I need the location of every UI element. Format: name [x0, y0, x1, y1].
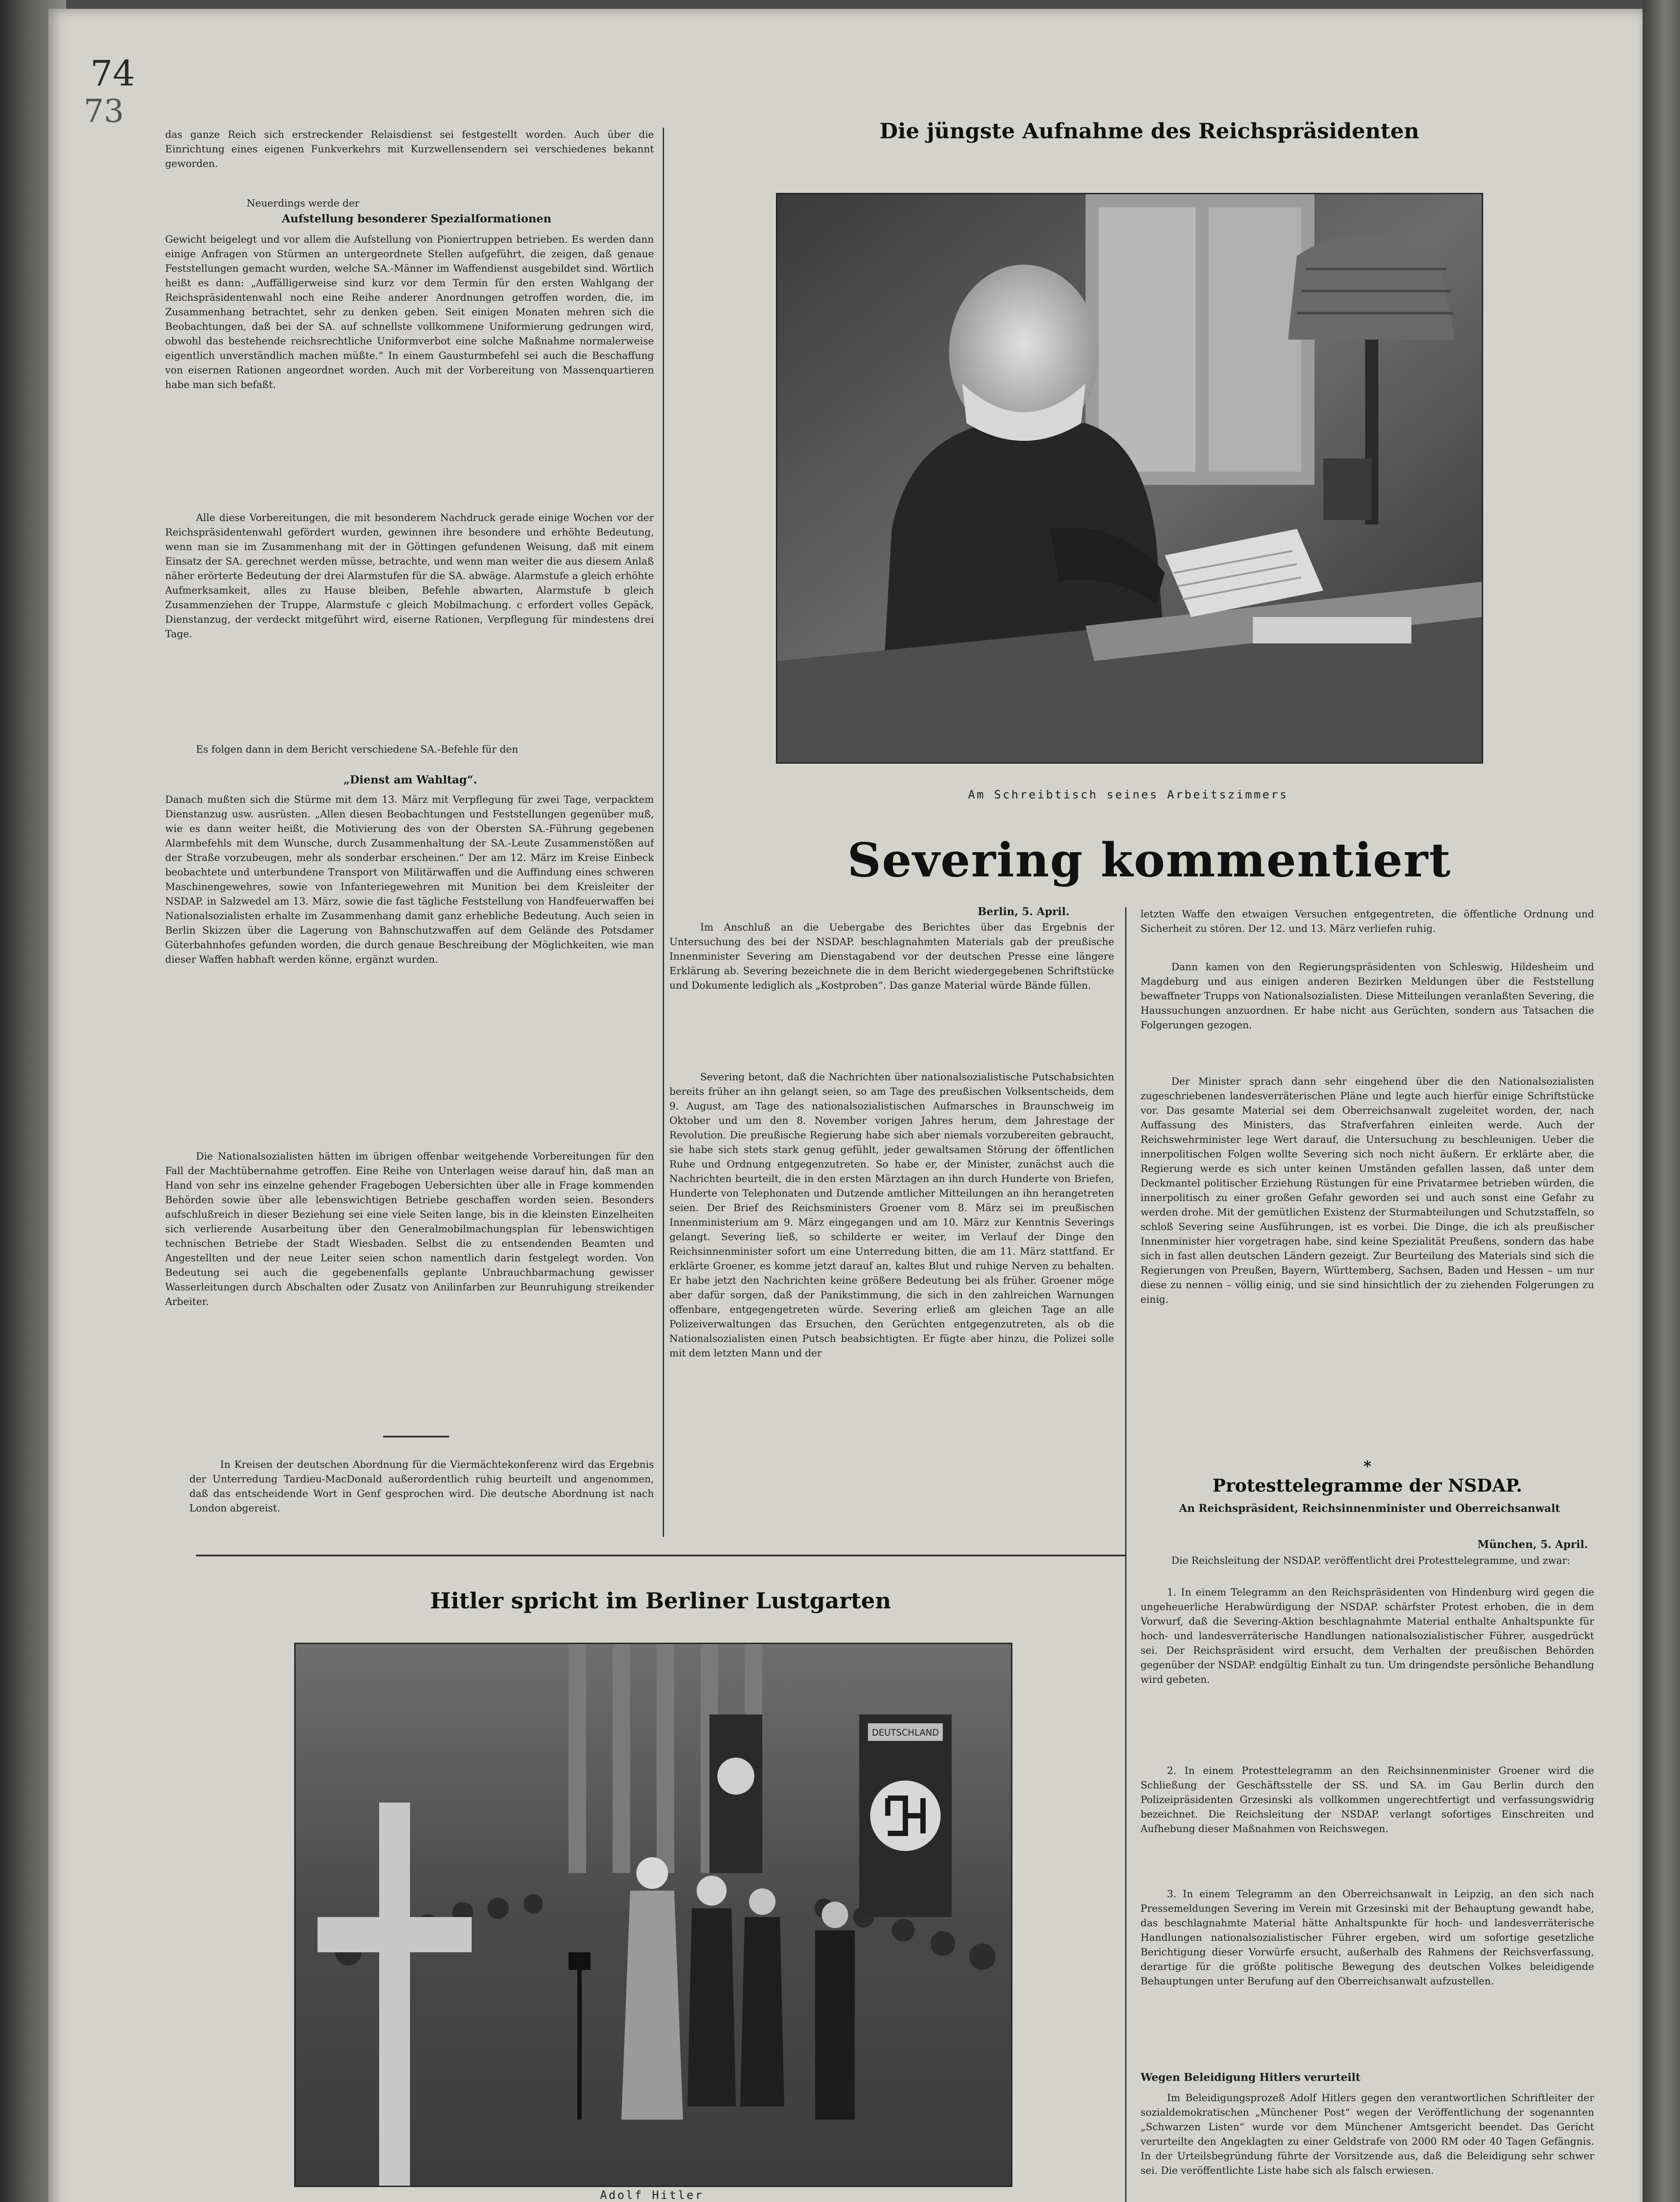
top-photo-caption: Am Schreibtisch seines Arbeitszimmers — [968, 788, 1289, 802]
top-photo-headline: Die jüngste Aufnahme des Reichspräsidenten — [879, 119, 1419, 144]
page-number-faded: 73 — [84, 92, 124, 129]
left-short-divider — [383, 1436, 449, 1437]
adjacent-page-edge — [1643, 0, 1680, 2202]
left-para-8: In Kreisen der deutschen Abordnung für die Viermächtekonferenz wird das Ergebnis der Unterredung Tardieu-MacDonald außerordentlich ruhig beurteilt und angenommen, daß das entscheidende Wort in Genf gesprochen wird. Die deutsche Abordnung ist nach London abgereist. — [189, 1459, 654, 1514]
severing-col1-para1: Im Anschluß an die Uebergabe des Berichtes über das Ergebnis der Untersuchung des bei der NSDAP. beschlagnahmten Materials gab der preußische Innenminister Severing am Dienstagabend vor der deutschen Presse eine längere Erklärung ab. Severing bezeichnete die in dem Bericht wiedergegebenen Schriftstücke und Dokumente lediglich als „Kostproben“. Das ganze Material würde Bände füllen. — [669, 922, 1114, 991]
left-para-1: das ganze Reich sich erstreckender Relaisdienst sei festgestellt worden. Auch über die Einrichtung eines eigenen Funkverkehrs mit Kurzwellensendern sei verschiedenes bekannt geworden. — [165, 129, 654, 170]
photo-desk-illustration — [777, 194, 1482, 762]
column-divider-middle — [1125, 907, 1126, 2202]
verdict-headline: Wegen Beleidigung Hitlers verurteilt — [1141, 2071, 1361, 2084]
section-asterisk: * — [1363, 1458, 1371, 1475]
severing-col2-para1: letzten Waffe den etwaigen Versuchen entgegentreten, die öffentliche Ordnung und Sicherheit zu stören. Der 12. und 13. März verliefen ruhig. — [1141, 909, 1594, 935]
left-para-7: Die Nationalsozialisten hätten im übrigen offenbar weitgehende Vorbereitungen für den Fall der Machtübernahme getroffen. Eine Reihe von Unterlagen weise darauf hin, daß man an Hand von sehr ins einzelne gehender Fragebogen Uebersichten über alle in Frage kommenden Behörden sowie über alle lebenswichtigen Betriebe geschaffen worden seien. Besonders aufschlußreich in dieser Beziehung sei eine viele Seiten lange, bis in die kleinsten Einzelheiten sich verlierende Ausarbeitung über den Generalmobilmachungsplan für lebenswichtigen technischen Betriebe der Stadt Wiesbaden. Selbst die zu entsendenden Beamten und Angestellten und der neue Leiter seien schon namentlich darin festgelegt worden. Von Bedeutung sei auch die gegebenenfalls geplante Unbrauchbarmachung gewisser Wasserleitungen durch Abschalten oder Zusatz von Anilinfarben zur Beunruhigung streikender Arbeiter. — [165, 1151, 654, 1308]
left-para-3: Gewicht beigelegt und vor allem die Aufstellung von Pioniertruppen betrieben. Es werden dann einige Anfragen von Stürmen an untergeordnete Stellen aufgeführt, die zeigen, daß genaue Feststellungen gemacht wurden, welche SA.-Männer im Waffendienst ausgebildet sind. Wörtlich heißt es dann: „Auffälligerweise sind kurz vor dem Termin für den ersten Wahlgang der Reichspräsidentenwahl noch eine Reihe anderer Anordnungen getroffen worden, die, im Zusammenhang betrachtet, sehr zu denken geben. Seit einigen Monaten mehren sich die Beobachtungen, daß bei der SA. auf schnellste vollkommene Uniformierung gedrungen wird, obwohl das bestehende reichsrechtliche Uniformverbot eine solche Maßnahme normalerweise eigentlich unverständlich machen müßte.“ In einem Gausturmbefehl sei auch die Beschaffung von eisernen Rationen angeordnet worden. Auch mit der Vorbereitung von Massenquartieren habe man sich befaßt. — [165, 234, 654, 391]
left-para-6: Danach mußten sich die Stürme mit dem 13. März mit Verpflegung für zwei Tage, verpacktem Dienstanzug usw. ausrüsten. „Allen diesen Beobachtungen und Feststellungen gegenüber muß, wie es dann weiter heißt, die Motivierung des von der Obersten SA.-Führung gegebenen Alarmbefehls mit dem Wunsche, durch Zusammenhaltung der SA.-Leute Zusammenstößen auf der Straße vorzubeugen, mehr als sonderbar erscheinen.“ Der am 12. März im Kreise Einbeck beobachtete und unterbundene Transport von Militärwaffen und die Auffindung eines schweren Maschinengewehres, sowie von Infanteriegewehren mit Munition bei dem Kreisleiter der NSDAP. in Salzwedel am 13. März, sowie die fast tägliche Feststellung von Handfeuerwaffen bei Nationalsozialisten erhalte im Zusammenhang damit ganz erhebliche Bedeutung. Auch seien in Berlin Skizzen über die Lagerung von Bahnschutzwaffen auf dem Gelände des Potsdamer Güterbahnhofes gefunden worden, die durch genaue Beschreibung der Möglichkeiten, wie man dieser Waffen habhaft werden könne, ergänzt wurden. — [165, 794, 654, 965]
protest-para-4: 3. In einem Telegramm an den Oberreichsanwalt in Leipzig, an den sich nach Pressemeldungen Severing im Verein mit Grzesinski mit der Behauptung gewandt habe, das beschlagnahmte Material hätte Anhaltspunkte für hoch- und landesverräterische Handlungen nationalsozialistischer Führer ergeben, wird um sofortige gesetzliche Berichtigung dieser Vorwürfe ersucht, außerhalb des Rahmens der Reichsverfassung, derartige für die größte politische Bewegung des deutschen Volkes beleidigende Behauptungen unter Berufung auf den Oberreichsanwalt aufzustellen. — [1141, 1888, 1594, 1987]
severing-col2-para3: Der Minister sprach dann sehr eingehend über die den Nationalsozialisten zugeschriebenen landesverräterischen Pläne und legte auch hierfür einige Schriftstücke vor. Das gesamte Material sei dem Oberreichsanwalt zugeleitet worden, der, nach Auffassung des Ministers, das Strafverfahren einleiten werde. Auch der Reichswehrminister lege Wert darauf, die Untersuchung zu beschleunigen. Ueber die innerpolitischen Folgen wollte Severing sich noch nicht äußern. Er erklärte aber, die Regierung werde es sich unter keinen Umständen gefallen lassen, daß unter dem Deckmantel politischer Erziehung Rüstungen für eine Privatarmee betrieben würden, die innerpolitisch zu einer großen Gefahr geworden sei und auch sonst eine Gefahr zu werden drohe. Mit der gemütlichen Existenz der Sturmabteilungen und Schutzstaffeln, so schloß Severing seine Ausführungen, ist es vorbei. Die Dinge, die ich als preußischer Innenminister hier vorgetragen habe, sind keine Spezialität Preußens, sondern das habe sich in fast allen deutschen Ländern gezeigt. Zur Beurteilung des Materials sind sich die Regierungen von Preußen, Bayern, Württemberg, Sachsen, Baden und Hessen – um nur diese zu nennen – völlig einig, und sie sind hinsichtlich der zu ziehenden Folgerungen zu einig. — [1141, 1076, 1594, 1305]
verdict-para-1: Im Beleidigungsprozeß Adolf Hitlers gegen den verantwortlichen Schriftleiter der sozialdemokratischen „Münchener Post“ wegen der Veröffentlichung der sogenannten „Schwarzen Listen“ wurde vor dem Münchener Amtsgericht beendet. Das Gericht verurteilte den Angeklagten zu einer Geldstrafe von 2000 RM oder 40 Tagen Gefängnis. In der Urteilsbegründung führte der Vorsitzende aus, daß die Beleidigung sehr schwer sei. Die veröffentlichte Liste habe sich als falsch erwiesen. — [1141, 2092, 1594, 2176]
severing-col1-para2: Severing betont, daß die Nachrichten über nationalsozialistische Putschabsichten bereits früher an ihn gelangt seien, so am Tage des preußischen Volksentscheids, dem 9. August, am Tage des nationalsozialistischen Aufmarsches in Braunschweig im Oktober und um den 8. November vorigen Jahres herum, dem Jahrestage der Revolution. Die preußische Regierung habe sich aber niemals vorzubereiten gebraucht, sie habe sich stets stark genug gefühlt, jeder gewaltsamen Störung der öffentlichen Ruhe und Ordnung entgegenzutreten. So habe er, der Minister, zunächst auch die Nachrichten beurteilt, die in den ersten Märztagen an ihn durch Hunderte von Briefen, Hunderte von Telephonaten und Dutzende amtlicher Mitteilungen an ihn herangetreten seien. Der Brief des Reichsministers Groener vom 8. März sei im preußischen Innenministerium am 9. März eingegangen und am 10. März zur Kenntnis Severings gelangt. Severing ließ, so schilderte er weiter, im Verlauf der Dinge den Reichsinnenminister sofort um eine Unterredung bitten, die am 11. März stattfand. Er erklärte Groener, es komme jetzt darauf an, kaltes Blut und ruhige Nerven zu behalten. Er habe jetzt den Nachrichten keine größere Bedeutung bei als früher. Groener möge aber dafür sorgen, daß der Panikstimmung, die sich in den zahlreichen Warnungen offenbare, entgegengetreten würde. Severing erließ am gleichen Tage an alle Polizeiverwaltungen das Ersuchen, den Gerüchten entgegenzutreten, als ob die Nationalsozialisten einen Putsch beabsichtigten. Er fügte aber hinzu, die Polizei solle mit dem letzten Mann und der — [669, 1071, 1114, 1359]
photo-rally-illustration — [295, 1644, 1011, 2186]
bottom-photo-headline: Hitler spricht im Berliner Lustgarten — [430, 1588, 891, 1614]
left-subheading-dienst-am-wahltag: „Dienst am Wahltag“. — [343, 773, 477, 786]
photo-hitler-lustgarten — [294, 1643, 1012, 2187]
left-subheading-spezialformationen: Aufstellung besonderer Spezialformationen — [282, 212, 552, 225]
protest-para-1: Die Reichsleitung der NSDAP. veröffentlicht drei Protesttelegramme, und zwar: — [1171, 1555, 1570, 1567]
left-para-2-intro: Neuerdings werde der — [247, 198, 360, 209]
protest-para-3: 2. In einem Protesttelegramm an den Reichsinnenminister Groener wird die Schließung der Geschäftsstelle der SS. und SA. im Gau Berlin durch den Polizeipräsidenten Grzesinski als vollkommen ungerechtfertigt und verfassungswidrig bezeichnet. Die Reichsleitung der NSDAP. verlangt sofortiges Einschreiten und Aufhebung dieser Maßnahmen von Reichswegen. — [1141, 1765, 1594, 1835]
section-divider-horizontal — [196, 1555, 1125, 1556]
protest-subheadline: An Reichspräsident, Reichsinnenminister und Oberreichsanwalt — [1179, 1502, 1560, 1515]
severing-headline: Severing kommentiert — [847, 832, 1451, 887]
column-divider-left — [663, 128, 664, 1537]
severing-col2-para2: Dann kamen von den Regierungspräsidenten von Schleswig, Hildesheim und Magdeburg und aus einigen anderen Bezirken Meldungen über die Feststellung bewaffneter Trupps von Nationalsozialisten. Diese Mitteilungen veranlaßten Severing, die Haussuchungen anzuordnen. Er habe nicht aus Gerüchten, sondern aus Tatsachen die Folgerungen gezogen. — [1141, 961, 1594, 1031]
photo-reichspraesident-at-desk — [776, 193, 1483, 764]
severing-dateline: Berlin, 5. April. — [978, 905, 1070, 918]
protest-dateline: München, 5. April. — [1477, 1538, 1588, 1551]
bottom-photo-caption-name: Adolf Hitler — [600, 2189, 704, 2202]
page-number: 74 — [90, 53, 135, 94]
protest-para-2: 1. In einem Telegramm an den Reichspräsidenten von Hindenburg wird gegen die ungeheuerliche Herabwürdigung der NSDAP. schärfster Protest erhoben, die in dem Vorwurf, daß die Severing-Aktion beschlagnahmte Material enthalte Anhaltspunkte für hoch- und landesverräterische Handlungen nationalsozialistischer Führer, ausgedrückt sei. Der Reichspräsident wird ersucht, dem Verhalten der preußischen Behörden gegenüber der NSDAP. endgültig Einhalt zu tun. Um dringendste persönliche Behandlung wird gebeten. — [1141, 1587, 1594, 1685]
banner-label: DEUTSCHLAND — [871, 1727, 939, 1738]
left-para-4: Alle diese Vorbereitungen, die mit besonderem Nachdruck gerade einige Wochen vor der Reichspräsidentenwahl gefördert wurden, gewinnen ihre besondere und erhöhte Bedeutung, wenn man sie im Zusammenhang mit der in Göttingen gefundenen Weisung, daß mit einem Einsatz der SA. gerechnet werden müsse, betrachte, und wenn man weiter die aus diesem Anlaß näher erörterte Bedeutung der drei Alarmstufen für die SA. abwäge. Alarmstufe a gleich erhöhte Aufmerksamkeit, alles zu Hause bleiben, Befehle abwarten, Alarmstufe b gleich Zusammenziehen der Truppe, Alarmstufe c gleich Mobilmachung. c erfordert volles Gepäck, Dienstanzug, der verdeckt mitgeführt wird, eiserne Rationen, Verpflegung für mindestens drei Tage. — [165, 512, 654, 640]
protest-headline: Protesttelegramme der NSDAP. — [1212, 1475, 1522, 1496]
left-para-5: Es folgen dann in dem Bericht verschiedene SA.-Befehle für den — [196, 744, 518, 755]
